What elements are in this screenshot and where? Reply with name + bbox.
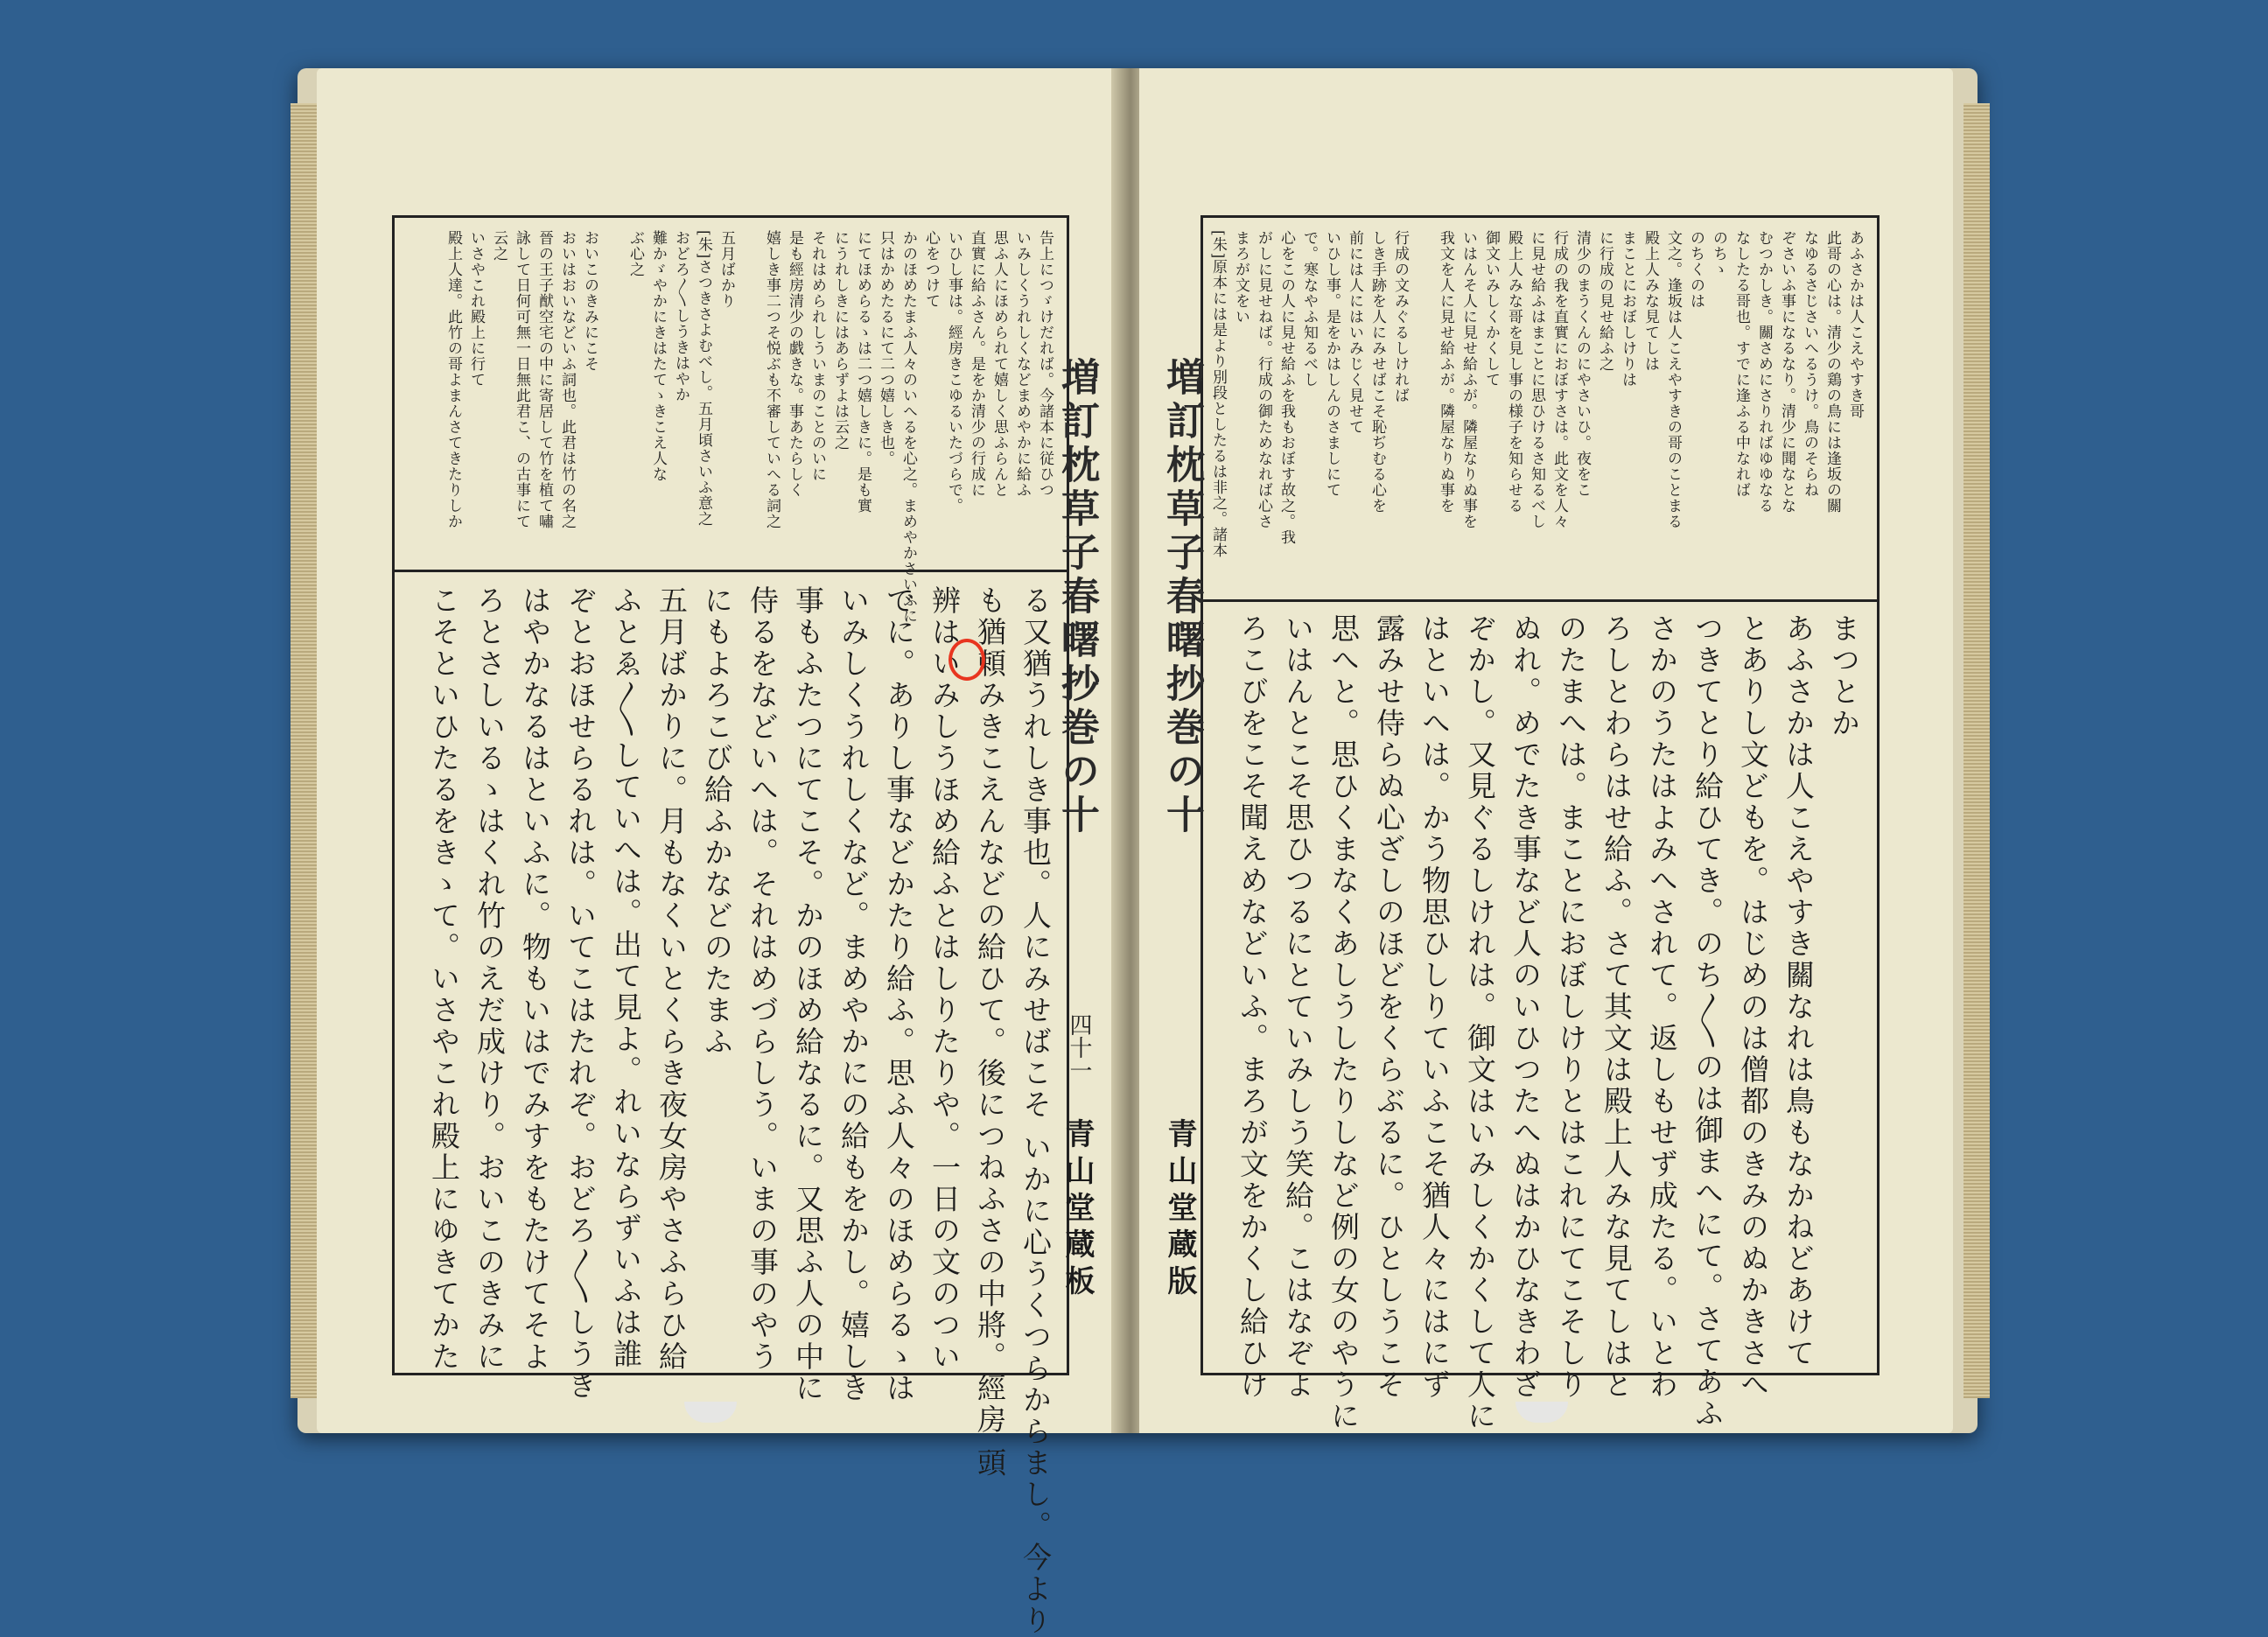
left-divider (395, 570, 1067, 572)
open-book (298, 68, 1978, 1637)
left-publisher: 青山堂蔵板 (1060, 1118, 1095, 1302)
right-running-title: 増訂枕草子春曙抄巻の十 (1159, 357, 1204, 838)
left-running-title: 増訂枕草子春曙抄巻の十 (1054, 357, 1099, 838)
page-edge-right (1964, 103, 1990, 1398)
right-divider (1203, 599, 1877, 602)
left-main-text: る又猶うれしき事也。人にみせばこそ いかに心うくつらからまし。今より も猶頼みきこえんなどの給ひて。後につねふさの中將。經房 頭 辨はいみしうほめ給ふとはしりたりや。一日の文のつい でに。ありし事などかたり給ふ。思ふ人々のほめらるゝは いみしくうれしくなど。まめやかにの給もをかし。嬉しき 事もふたつにてこそ。かのほめ給なるに。又思ふ人の中に 侍るをなどいへは。それはめづらしう。いまの事のやう にもよろこび給ふかなどのたまふ 五月ばかりに。月もなくいとくらき夜女房やさふらひ給 ふとゑ〳〵していへは。出て見よ。れいならずいふは誰 ぞとおほせらるれは。いてこはたれぞ。おどろ〳〵しうき はやかなるはといふに。物もいはでみすをもたけてそよ ろとさしいるゝはくれ竹のえだ成けり。おいこのきみに こそといひたるをきゝて。いさやこれ殿上にゆきてかた (427, 585, 1053, 1637)
right-text-frame (1200, 215, 1880, 1432)
page-clip-right (1516, 1402, 1568, 1423)
right-main-text: まつとか あふさかは人こえやすき關なれは鳥もなかねどあけて とありし文どもを。はじめのは僧都のきみのぬかきさへ つきてとり給ひてき。のち〳〵のは御まへにて。さてあふ さかのうたはよみへされて。返しもせず成たる。いとわ ろしとわらはせ給ふ。さて其文は殿上人みな見てしはと のたまへは。まことにおぼしけりとはこれにてこそしり ぬれ。めでたき事など人のいひつたへぬはかひなきわざ ぞかし。又見ぐるしけれは。御文はいみしくかくして人に はといへは。かう物思ひしりていふこそ猶人々にはにず 露みせ侍らぬ心ざしのほどをくらぶるに。ひとしうこそ 思へと。思ひくまなくあしうしたりしなど例の女のやうに いはんとこそ思ひつるにとていみしう笑給。こはなぞよ ろこびをこそ聞えめなどいふ。まろが文をかくし給ひけ (1236, 613, 1861, 1432)
left-text-frame (392, 215, 1069, 1637)
right-page (1139, 68, 1953, 1433)
page-edge-left (290, 103, 317, 1398)
page-clip-left (684, 1402, 737, 1423)
left-page (317, 68, 1122, 1637)
left-commentary: 告上につゞけだれば。今諸本に従ひつ いみしくうれしくなどまめやかに給ふ 思ふ人にほめられて嬉しく思ふらんと 直實に給ふさん。是をか清少の行成に いひし事は。經房きこゆるいたづらで。 心をつけて かのほめたまふ人々のいへるを心之。まめやかさいふに 只はかめたるにて二つ嬉しき也。 にてほめらるゝは二つ嬉しきに。是も實 にうれしきにはあらずよは云之 それはめられしういまのことのいに 是も經房清少の戯きな。事あたらしく 嬉しき事二つそ悦ぶも不審していへる詞之 五月ばかり [朱]さつきさよむべし。五月頃さいふ意之 おどろ〳〵しうきはやか 難かゞやかにきはたてゝきこえ人な ぶ心之 おいこのきみにこそ おいはおいなどいふ詞也。此君は竹の名之 晉の王子猷空宅の中に寄居して竹を植て嘯 詠して日何可無一日無此君こ、の古事にて 云之 いさやこれ殿上に行て 殿上人達。此竹の哥よまんさてきたりしか (444, 230, 1054, 624)
right-commentary: あふさかは人こえやすき哥 此哥の心は。清少の鶏の鳥には逢坂の關 なゆるさじさいへるうけ。鳥のそらね ぞさいふ事になるなり。清少に聞なとな むつかしき。關さめにさりればゆゆなる なしたる哥也。すでに逢ふる中なれば のちゝ のちくのは 文之。逢坂は人こえやすきの哥のことまる 殿上人みな見てしは まことにおぼしけりは に行成の見せ給ふ之 清少のまうくんのにやさいひ。夜をこ 行成の我を直實におぼすさは。此文を人々 に見せ給ふはまことに思ひけるさ知るべし 殿上人みな哥を見し事の様子を知らせる 御文いみしくかくして いはんそ人に見せ給ふが。隣屋なりぬ事を 我文を人に見せ給ふが。隣屋なりぬ事を 行成の文みぐるしければ しき手跡を人にみせばこそ恥ぢむる心を 前には人にはいみじく見せて いひし事。是をかはしんのさましにて で。寒なやふ知るべし 心をこの人に見せ給ふを我もおぼす故之。我 がしに見せねば。行成の御ためなれば心さ まろが文をい [朱]原本には是より別段としたるは非之。諸本 (1209, 230, 1864, 559)
right-publisher: 青山堂蔵版 (1162, 1118, 1197, 1302)
left-page-number: 四十一 (1066, 1013, 1092, 1081)
red-circle-mark (948, 639, 985, 681)
